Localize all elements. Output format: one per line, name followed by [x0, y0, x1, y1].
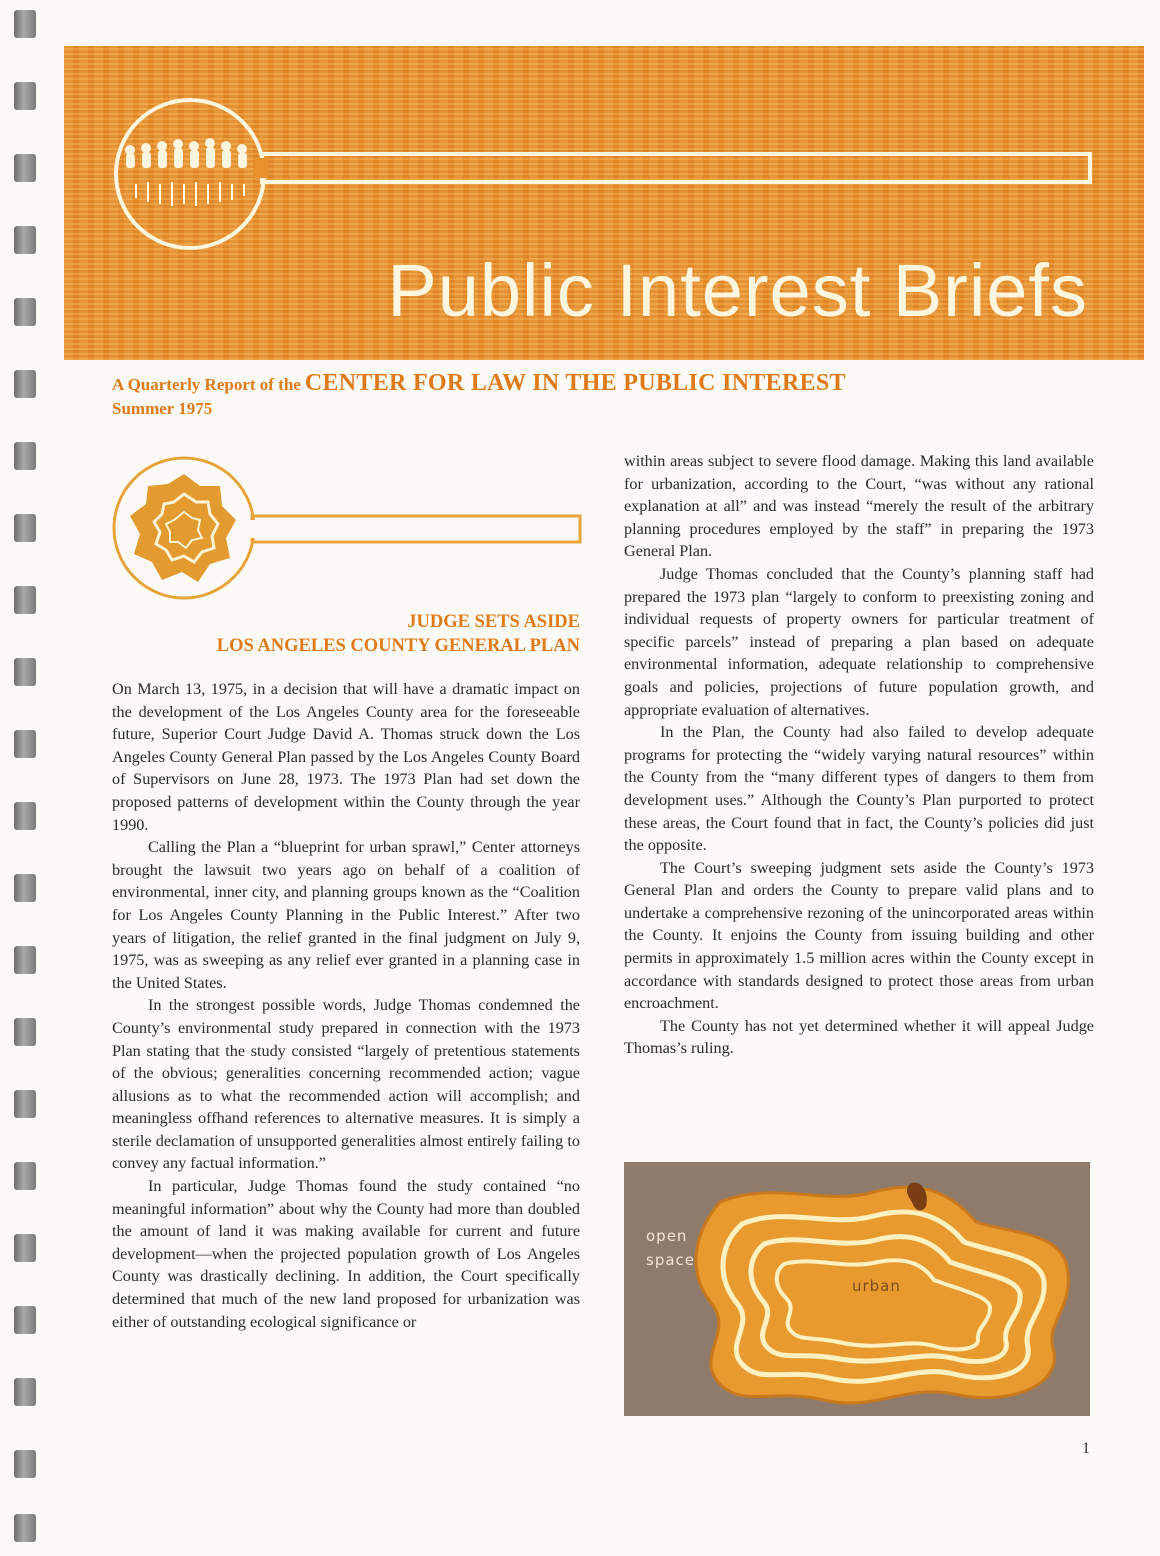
open-label-line: open: [646, 1227, 688, 1245]
paragraph: On March 13, 1975, in a decision that will have a dramatic impact on the development of the Los Angeles County area for the foreseeable future, Superior Court Judge David A. Thomas struck down the Los Angeles County General Plan passed by the Los Angeles County Board of Supervisors on June 28, 1973. The 1973 Plan had set down the proposed patterns of development within the County through the year 1990.: [112, 680, 580, 834]
article-body-right: [624, 450, 1094, 1060]
binding-hole: [14, 1514, 36, 1542]
paragraph: In the strongest possible words, Judge Thomas condemned the County’s environmental study prepared in connection with the 1973 Plan stating that the study consisted “largely of pretentious statements of the obvious; generalities concerning recommended action; vague allusions as to what the recommended action will accomplish; and meaningless offhand references to alternative measures. It is simply a sterile declamation of unsupported generalities almost entirely failing to convey any factual information.”: [112, 996, 580, 1173]
binding-hole: [14, 1090, 36, 1118]
headline-line-2: LOS ANGELES COUNTY GENERAL PLAN: [216, 636, 580, 656]
binding-hole: [14, 1378, 36, 1406]
paragraph: within areas subject to severe flood damage. Making this land available for urbanization, according to the Court, “was without any rational explanation at all” and was instead “merely the result of the arbitrary planning procedures employed by the staff” in preparing the 1973 General Plan.: [624, 452, 1094, 561]
urban-label: urban: [852, 1277, 901, 1295]
binding-hole: [14, 1306, 36, 1334]
binding-hole: [14, 1450, 36, 1478]
paragraph: In the Plan, the County had also failed to develop adequate programs for protecting the “widely varying natural resources” within the County from the “many different types of dangers to them from development uses.” Although the County’s Plan purported to protect these areas, the Court found that in fact, the County’s policies did just the opposite.: [624, 723, 1094, 855]
page-number: 1: [1082, 1440, 1090, 1457]
binding-hole: [14, 298, 36, 326]
binding-hole: [14, 10, 36, 38]
article-body-left: [112, 678, 580, 1333]
binding-hole: [14, 514, 36, 542]
right-column: [624, 450, 1094, 1060]
magnifier-logo-icon: [64, 46, 1144, 276]
binding-hole: [14, 730, 36, 758]
report-prefix: A Quarterly Report of the: [112, 375, 301, 394]
left-column: [112, 450, 580, 1333]
issue-date: Summer 1975: [112, 399, 213, 418]
binding-hole: [14, 82, 36, 110]
spiral-binding: [14, 0, 38, 1556]
headline-line-1: JUDGE SETS ASIDE: [407, 612, 580, 632]
binding-hole: [14, 370, 36, 398]
binding-hole: [14, 154, 36, 182]
banner-title: Public Interest Briefs: [387, 249, 1088, 332]
paragraph: Calling the Plan a “blueprint for urban sprawl,” Center attorneys brought the lawsuit two years ago on behalf of a coalition of environmental, inner city, and planning groups known as the “Coalition for Los Angeles County Planning in the Public Interest.” After two years of litigation, the relief granted in the final judgment on July 9, 1975, was as sweeping as any relief ever granted in a planning case in the United States.: [112, 838, 580, 992]
binding-hole: [14, 442, 36, 470]
urban-sprawl-illustration: [624, 1162, 1090, 1416]
binding-hole: [14, 586, 36, 614]
masthead-subtitle: [112, 370, 846, 419]
open-space-label: [646, 1224, 695, 1272]
organization-name: CENTER FOR LAW IN THE PUBLIC INTEREST: [304, 370, 846, 396]
paragraph: The Court’s sweeping judgment sets aside the County’s 1973 General Plan and orders the County to prepare valid plans and to undertake a comprehensive rezoning of the unincorporated areas within the County. It enjoins the County from issuing building and other permits in approximately 1.5 million acres within the County except in accordance with standards designed to protect those areas from urban encroachment.: [624, 858, 1094, 1013]
binding-hole: [14, 946, 36, 974]
binding-hole: [14, 1234, 36, 1262]
binding-hole: [14, 226, 36, 254]
article-headline: [112, 610, 580, 658]
binding-hole: [14, 802, 36, 830]
paragraph: The County has not yet determined whether it will appeal Judge Thomas’s ruling.: [624, 1016, 1094, 1058]
binding-hole: [14, 874, 36, 902]
paragraph: In particular, Judge Thomas found the study contained “no meaningful information” about why the County had more than doubled the amount of land it was making available for current and future development—when the projected population growth of Los Angeles County was drastically declining. In addition, the Court specifically determined that much of the new land proposed for urbanization was either of outstanding ecological significance or: [112, 1177, 580, 1331]
binding-hole: [14, 1162, 36, 1190]
masthead-banner: [64, 46, 1144, 360]
binding-hole: [14, 1018, 36, 1046]
paragraph: Judge Thomas concluded that the County’s planning staff had prepared the 1973 plan “largely to conform to preexisting zoning and individual requests of property owners for particular treatment of specific parcels” instead of preparing a plan based on adequate environmental information, adequate relationship to comprehensive goals and policies, projections of future population growth, and appropriate evaluation of alternatives.: [624, 564, 1094, 719]
gear-magnifier-icon: [112, 450, 582, 605]
space-label-line: space: [646, 1251, 696, 1269]
binding-hole: [14, 658, 36, 686]
